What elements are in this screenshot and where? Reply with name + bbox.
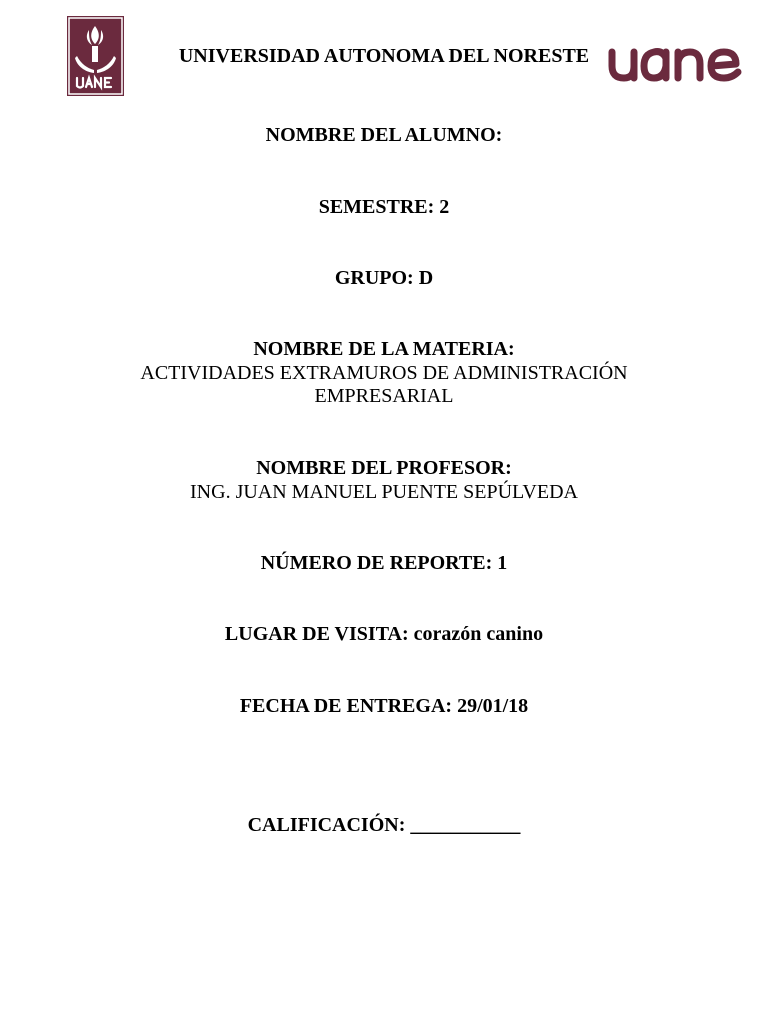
delivery-date-value: 29/01/18: [457, 695, 529, 717]
semester-line: [0, 196, 768, 219]
visit-place-label: LUGAR DE VISITA:: [224, 623, 409, 645]
subject-value-line2: EMPRESARIAL: [314, 385, 454, 407]
university-name: UNIVERSIDAD AUTONOMA DEL NORESTE: [178, 45, 590, 67]
grade-line: [0, 814, 768, 837]
delivery-date-label: FECHA DE ENTREGA:: [239, 695, 453, 717]
semester-value: 2: [439, 196, 450, 218]
semester-label: SEMESTRE:: [318, 196, 435, 218]
uane-wordmark: [604, 26, 754, 96]
subject-label: NOMBRE DE LA MATERIA:: [253, 338, 515, 360]
professor-value: ING. JUAN MANUEL PUENTE SEPÚLVEDA: [190, 481, 578, 503]
student-name-label: NOMBRE DEL ALUMNO:: [265, 124, 503, 146]
professor-label: NOMBRE DEL PROFESOR:: [256, 457, 512, 479]
group-label: GRUPO:: [334, 267, 414, 289]
report-number-label: NÚMERO DE REPORTE:: [260, 552, 493, 574]
group-value: D: [418, 267, 434, 289]
grade-blank: ___________: [410, 814, 521, 836]
subject-value-line1: ACTIVIDADES EXTRAMUROS DE ADMINISTRACIÓN: [140, 362, 628, 384]
delivery-date-line: [0, 695, 768, 718]
report-number-value: 1: [497, 552, 508, 574]
visit-place-value: corazón canino: [413, 623, 544, 645]
grade-label: CALIFICACIÓN:: [247, 814, 406, 836]
visit-place-line: [0, 623, 768, 646]
report-number-line: [0, 552, 768, 575]
group-line: [0, 267, 768, 290]
